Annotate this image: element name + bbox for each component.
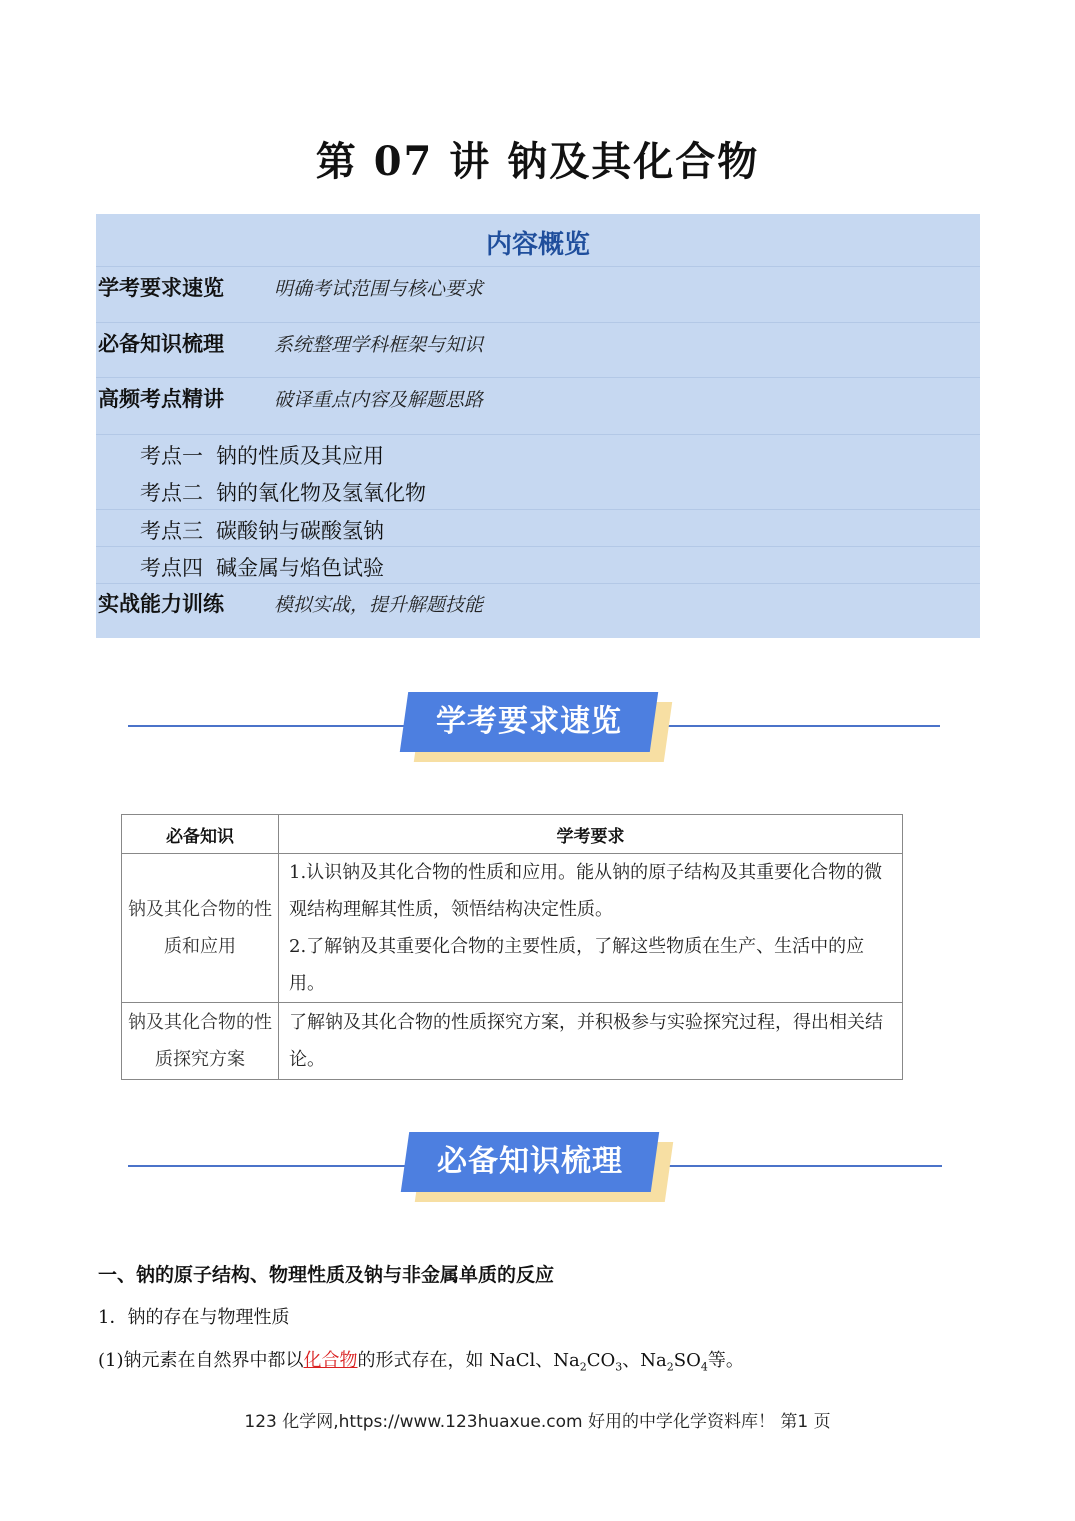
divider (96, 434, 980, 435)
subscript: 2 (666, 1360, 674, 1374)
knowledge-text: 钠及其化合物的性质探究方案 (128, 1012, 272, 1070)
topic-number: 考点一 (140, 444, 203, 468)
knowledge-text: 钠及其化合物的性质和应用 (128, 899, 272, 957)
overview-row-desc: 明确考试范围与核心要求 (274, 278, 484, 300)
table-row (122, 854, 903, 1003)
divider (96, 322, 980, 323)
page-title: 第 07 讲 钠及其化合物 (315, 138, 760, 185)
paragraph-text: SO (673, 1350, 701, 1371)
content-overview-box (96, 214, 980, 638)
requirement-text: 1.认识钠及其化合物的性质和应用。能从钠的原子结构及其重要化合物的微观结构理解其性质，领悟结构决定性质。 (289, 862, 883, 920)
paragraph-text: 等。 (707, 1350, 744, 1371)
divider (96, 266, 980, 267)
divider (96, 546, 980, 547)
divider (96, 583, 980, 584)
topic-text: 钠的性质及其应用 (216, 444, 384, 468)
overview-topic (140, 477, 426, 507)
topic-text: 钠的氧化物及氢氧化物 (216, 481, 426, 505)
highlight-link[interactable]: 化合物 (303, 1350, 358, 1371)
requirements-table (121, 814, 903, 1080)
requirement-text: 了解钠及其化合物的性质探究方案，并积极参与实验探究过程，得出相关结论。 (289, 1012, 883, 1070)
knowledge-cell (122, 1003, 279, 1080)
subsection-heading: 1．钠的存在与物理性质 (98, 1307, 290, 1328)
requirement-text: 2.了解钠及其重要化合物的主要性质，了解这些物质在生产、生活中的应用。 (289, 936, 865, 994)
section-banner-requirements (404, 692, 666, 762)
topic-text: 碳酸钠与碳酸氢钠 (216, 519, 384, 543)
section-heading: 一、钠的原子结构、物理性质及钠与非金属单质的反应 (98, 1264, 555, 1286)
paragraph-text: CO (586, 1350, 616, 1371)
paragraph-text: (1)钠元素在自然界中都以 (98, 1350, 304, 1371)
overview-row-label: 实战能力训练 (98, 592, 224, 616)
banner-text: 学考要求速览 (436, 704, 622, 739)
overview-row-label: 必备知识梳理 (98, 332, 224, 356)
table-header: 必备知识 (122, 815, 279, 854)
requirement-cell (279, 854, 903, 1003)
topic-number: 考点三 (140, 519, 203, 543)
overview-row-label: 高频考点精讲 (98, 387, 224, 411)
divider (96, 509, 980, 510)
paragraph (98, 1346, 744, 1374)
subscript: 2 (579, 1360, 587, 1374)
knowledge-cell (122, 854, 279, 1003)
overview-topic (140, 515, 384, 545)
topic-number: 考点二 (140, 481, 203, 505)
subscript: 4 (700, 1360, 708, 1374)
overview-row-desc: 破译重点内容及解题思路 (274, 389, 484, 411)
requirement-cell (279, 1003, 903, 1080)
topic-number: 考点四 (140, 556, 203, 580)
overview-heading: 内容概览 (485, 230, 590, 260)
overview-topic (140, 552, 384, 582)
subscript: 3 (615, 1360, 623, 1374)
paragraph-text: 、Na (622, 1350, 667, 1371)
table-header-row (122, 815, 903, 854)
topic-text: 碱金属与焰色试验 (216, 556, 384, 580)
overview-topic (140, 440, 384, 470)
section-banner-knowledge (405, 1132, 667, 1202)
page-footer: 123 化学网,https://www.123huaxue.com 好用的中学化学资料库！ 第1 页 (244, 1412, 831, 1432)
table-header: 学考要求 (279, 815, 903, 854)
table-row (122, 1003, 903, 1080)
banner-text: 必备知识梳理 (437, 1144, 623, 1179)
paragraph-text: 的形式存在，如 NaCl、Na (357, 1350, 580, 1371)
overview-row-label: 学考要求速览 (98, 276, 224, 300)
overview-row-desc: 模拟实战，提升解题技能 (274, 594, 484, 616)
overview-row-desc: 系统整理学科框架与知识 (274, 334, 484, 356)
divider (96, 377, 980, 378)
